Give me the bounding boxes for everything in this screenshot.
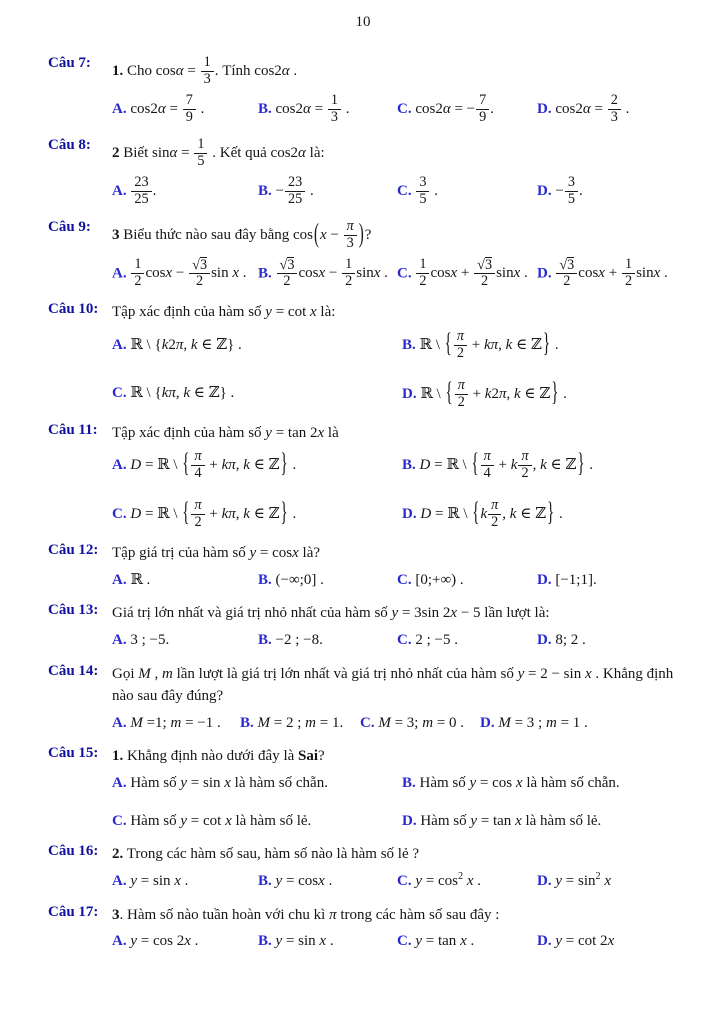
option-letter: D. xyxy=(537,264,552,281)
page-number: 10 xyxy=(355,14,371,30)
option-letter: D. xyxy=(537,872,552,889)
option-text: (−∞;0] . xyxy=(275,571,324,588)
option-text: Hàm số y = cos x là hàm số chẵn. xyxy=(419,774,620,791)
option-item xyxy=(112,569,258,593)
option-item xyxy=(258,930,397,954)
question-body: 3. Hàm số nào tuần hoàn với chu kì π trong các hàm số sau đây : xyxy=(112,906,500,923)
fraction: $\frac{√3}{2}$ xyxy=(277,257,298,291)
fraction: $\frac{3}{5}$ xyxy=(416,175,429,208)
option-list xyxy=(112,569,688,593)
option-letter: A. xyxy=(112,457,127,474)
sqrt-radical: √3 xyxy=(279,256,295,273)
option-letter: D. xyxy=(537,933,552,950)
sqrt-radical: √3 xyxy=(192,256,208,273)
question-content xyxy=(112,542,688,592)
fraction: $\frac{23}{25}$ xyxy=(285,175,305,208)
option-letter: A. xyxy=(112,872,127,889)
option-item xyxy=(112,92,258,127)
option-item xyxy=(112,870,258,894)
option-item xyxy=(112,810,402,834)
option-text: M =1; m = −1 . xyxy=(130,714,221,731)
question-body: 2. Trong các hàm số sau, hàm số nào là hàm số lẻ ? xyxy=(112,846,420,863)
option-text: Hàm số y = cot x là hàm số lẻ. xyxy=(130,812,312,829)
question-row xyxy=(48,55,688,127)
option-text: ℝ \ { $\frac{\pi}{2}$ + kπ, k ∈ ℤ} . xyxy=(419,327,559,361)
option-letter: C. xyxy=(397,872,412,889)
question-label: Câu 16: xyxy=(48,843,99,860)
option-item xyxy=(397,629,537,653)
option-text: [0;+∞) . xyxy=(415,571,464,588)
question-body: Giá trị lớn nhất và giá trị nhỏ nhất của hàm số y = 3sin 2x − 5 lần lượt là: xyxy=(112,605,550,622)
fraction: $\frac{\pi}{2}$ xyxy=(488,498,501,531)
option-letter: D. xyxy=(402,812,417,829)
fraction: $\frac{1}{5}$ xyxy=(194,137,207,170)
option-text: cos2α = $\frac{1}{3}$ . xyxy=(275,91,350,125)
option-letter: C. xyxy=(397,631,412,648)
option-text: 2 ; −5 . xyxy=(415,631,458,648)
option-item xyxy=(402,377,688,412)
option-list xyxy=(112,256,688,292)
option-text: − $\frac{3}{5}$ . xyxy=(555,173,583,207)
option-text: D = ℝ \ { $\frac{\pi}{4}$ + k $\frac{\pi}{2}$ , k ∈ ℤ} . xyxy=(419,448,594,482)
option-text: D = ℝ \ { $\frac{\pi}{2}$ + kπ, k ∈ ℤ} . xyxy=(130,497,297,531)
option-item xyxy=(112,448,402,483)
option-text: 3 ; −5. xyxy=(130,631,170,648)
option-item xyxy=(402,328,688,363)
fraction: $\frac{√3}{2}$ xyxy=(556,257,577,291)
question-body: 1. Khẳng định nào dưới đây là Sai? xyxy=(112,748,325,765)
option-text: $y = \cos^2 x$ . xyxy=(415,870,481,889)
option-letter: A. xyxy=(112,571,127,588)
option-text: M = 2 ; m = 1. xyxy=(257,714,344,731)
option-list xyxy=(112,930,688,954)
option-text: ℝ . xyxy=(130,571,151,588)
option-list xyxy=(112,448,688,532)
question-list xyxy=(48,55,688,954)
question-body: 3 Biểu thức nào sau đây bằng cos(x − $\frac{\pi}{3}$ )? xyxy=(112,217,372,251)
question-row xyxy=(48,219,688,292)
question-body: Tập giá trị của hàm số y = cosx là? xyxy=(112,545,321,562)
option-text: [−1;1]. xyxy=(555,571,597,588)
option-item xyxy=(480,712,688,736)
option-letter: B. xyxy=(258,933,272,950)
option-text: − $\frac{23}{25}$ . xyxy=(275,173,314,207)
question-row xyxy=(48,542,688,592)
question-content xyxy=(112,602,688,652)
question-content xyxy=(112,137,688,209)
fraction: $\frac{√3}{2}$ xyxy=(189,257,210,291)
option-text: $\frac{3}{5}$ . xyxy=(415,183,438,199)
question-label: Câu 14: xyxy=(48,662,99,679)
option-text: $\frac{√3}{2}$ cosx + $\frac{1}{2}$ sinx . xyxy=(555,265,667,281)
option-letter: A. xyxy=(112,774,127,791)
fraction: $\frac{1}{3}$ xyxy=(201,55,214,88)
option-item xyxy=(112,629,258,653)
option-letter: D. xyxy=(402,506,417,523)
option-letter: C. xyxy=(397,100,412,117)
question-label: Câu 13: xyxy=(48,602,99,619)
question-row xyxy=(48,745,688,833)
sqrt-radical: √3 xyxy=(477,256,493,273)
option-list xyxy=(112,772,688,834)
option-letter: C. xyxy=(397,571,412,588)
question-content xyxy=(112,219,688,292)
option-list xyxy=(112,174,688,209)
question-label: Câu 8: xyxy=(48,136,91,153)
question-label: Câu 17: xyxy=(48,903,99,920)
option-text: D = ℝ \ { $\frac{\pi}{4}$ + kπ, k ∈ ℤ} . xyxy=(130,448,297,482)
question-row xyxy=(48,422,688,532)
option-letter: C. xyxy=(112,385,127,402)
option-letter: B. xyxy=(258,571,272,588)
option-list xyxy=(112,870,688,894)
question-body: Gọi M , m lần lượt là giá trị lớn nhất và giá trị nhỏ nhất của hàm số y = 2 − sin x . Khẳng định nào sau đây đúng? xyxy=(112,665,674,705)
option-letter: B. xyxy=(258,872,272,889)
option-item xyxy=(397,930,537,954)
option-letter: D. xyxy=(537,571,552,588)
option-item xyxy=(258,629,397,653)
option-letter: C. xyxy=(397,933,412,950)
option-item xyxy=(537,930,688,954)
option-text: cos2α = $\frac{2}{3}$ . xyxy=(555,91,630,125)
option-item xyxy=(112,930,258,954)
fraction: $\frac{\pi}{2}$ xyxy=(454,329,467,362)
fraction: $\frac{1}{2}$ xyxy=(622,257,635,290)
option-letter: A. xyxy=(112,182,127,199)
option-text: $\frac{√3}{2}$ cosx − $\frac{1}{2}$ sinx . xyxy=(276,265,388,281)
question-label: Câu 10: xyxy=(48,301,99,318)
option-text: ℝ \ {kπ, k ∈ ℤ} . xyxy=(130,385,235,402)
option-text: ℝ \ {k2π, k ∈ ℤ} . xyxy=(130,336,242,353)
question-body: 2 Biết sinα = $\frac{1}{5}$ . Kết quả cos2α là: xyxy=(112,135,325,169)
question-label: Câu 12: xyxy=(48,542,99,559)
option-letter: A. xyxy=(112,631,127,648)
option-item xyxy=(537,569,688,593)
fraction: $\frac{\pi}{2}$ xyxy=(455,378,468,411)
question-label: Câu 7: xyxy=(48,55,91,71)
option-text: cos2α = $\frac{7}{9}$ . xyxy=(130,91,205,125)
question-body: 1. Cho cosα = $\frac{1}{3}$ . Tính cos2α . xyxy=(112,54,298,87)
option-item xyxy=(397,92,537,127)
option-list xyxy=(112,92,688,127)
option-text: 8; 2 . xyxy=(555,631,586,648)
option-list xyxy=(112,328,688,412)
option-item xyxy=(112,382,402,406)
fraction: $\frac{3}{5}$ xyxy=(565,175,578,208)
option-item xyxy=(397,256,537,292)
option-list xyxy=(112,629,688,653)
option-item xyxy=(258,92,397,127)
option-letter: C. xyxy=(360,714,375,731)
fraction: $\frac{\pi}{2}$ xyxy=(191,498,204,531)
option-letter: B. xyxy=(402,336,416,353)
fraction: $\frac{√3}{2}$ xyxy=(474,257,495,291)
option-letter: A. xyxy=(112,336,127,353)
option-item xyxy=(402,810,688,834)
question-body: Tập xác định của hàm số y = cot x là: xyxy=(112,304,336,321)
option-item xyxy=(402,497,688,532)
fraction: $\frac{7}{9}$ xyxy=(476,93,489,126)
option-item xyxy=(537,870,688,894)
option-item xyxy=(537,92,688,127)
option-item xyxy=(537,256,688,292)
option-item xyxy=(258,256,397,292)
question-row xyxy=(48,602,688,652)
option-text: M = 3 ; m = 1 . xyxy=(498,714,588,731)
question-row xyxy=(48,301,688,411)
option-item xyxy=(112,772,402,796)
question-content xyxy=(112,422,688,532)
option-item xyxy=(112,256,258,292)
option-item xyxy=(397,870,537,894)
option-text: $\frac{1}{2}$ cosx + $\frac{√3}{2}$ sinx . xyxy=(415,265,527,281)
fraction: $\frac{\pi}{4}$ xyxy=(481,449,494,482)
option-item xyxy=(397,569,537,593)
option-text: y = cosx . xyxy=(275,872,333,889)
option-text: y = cot 2x xyxy=(555,933,615,950)
question-content xyxy=(112,301,688,411)
fraction: $\frac{\pi}{2}$ xyxy=(518,449,531,482)
option-letter: B. xyxy=(240,714,254,731)
option-item xyxy=(240,712,360,736)
option-item xyxy=(258,174,397,209)
fraction: $\frac{1}{2}$ xyxy=(342,257,355,290)
option-item xyxy=(537,629,688,653)
fraction: $\frac{7}{9}$ xyxy=(183,93,196,126)
question-row xyxy=(48,904,688,954)
option-letter: D. xyxy=(402,385,417,402)
option-item xyxy=(112,334,402,358)
question-label: Câu 11: xyxy=(48,421,98,438)
option-letter: D. xyxy=(480,714,495,731)
option-letter: B. xyxy=(258,264,272,281)
option-letter: B. xyxy=(258,100,272,117)
question-content xyxy=(112,904,688,954)
option-item xyxy=(360,712,480,736)
option-letter: C. xyxy=(112,506,127,523)
question-content xyxy=(112,843,688,893)
fraction: $\frac{1}{2}$ xyxy=(131,257,144,290)
fraction: $\frac{1}{3}$ xyxy=(328,93,341,126)
option-letter: A. xyxy=(112,933,127,950)
option-item xyxy=(112,174,258,209)
option-text: −2 ; −8. xyxy=(275,631,323,648)
option-letter: B. xyxy=(402,457,416,474)
option-text: ℝ \ { $\frac{\pi}{2}$ + k2π, k ∈ ℤ} . xyxy=(420,376,567,410)
option-text: y = sin x . xyxy=(275,933,334,950)
option-item xyxy=(112,712,240,736)
sqrt-radical: √3 xyxy=(559,256,575,273)
fraction: $\frac{1}{2}$ xyxy=(416,257,429,290)
question-content xyxy=(112,663,688,736)
question-content xyxy=(112,55,688,127)
question-row xyxy=(48,843,688,893)
option-text: y = cos 2x . xyxy=(130,933,199,950)
option-letter: C. xyxy=(397,182,412,199)
fraction: $\frac{23}{25}$ xyxy=(131,175,151,208)
option-letter: B. xyxy=(258,631,272,648)
option-text: $\frac{1}{2}$ cosx − $\frac{√3}{2}$ sin x . xyxy=(130,265,246,281)
fraction: $\frac{\pi}{3}$ xyxy=(344,219,357,252)
option-item xyxy=(112,497,402,532)
option-text: D = ℝ \ {k $\frac{\pi}{2}$ , k ∈ ℤ} . xyxy=(420,497,563,531)
option-letter: D. xyxy=(537,100,552,117)
option-text: cos2α = − $\frac{7}{9}$ . xyxy=(415,91,495,125)
option-item xyxy=(402,448,688,483)
option-letter: D. xyxy=(537,182,552,199)
option-item xyxy=(537,174,688,209)
fraction: $\frac{\pi}{4}$ xyxy=(191,449,204,482)
question-body: Tập xác định của hàm số y = tan 2x là xyxy=(112,424,339,441)
option-letter: D. xyxy=(537,631,552,648)
question-row xyxy=(48,137,688,209)
option-letter: C. xyxy=(112,812,127,829)
option-item xyxy=(402,772,688,796)
option-item xyxy=(258,870,397,894)
option-letter: B. xyxy=(402,774,416,791)
option-text: y = sin x . xyxy=(130,872,189,889)
option-letter: A. xyxy=(112,264,127,281)
option-text: Hàm số y = tan x là hàm số lẻ. xyxy=(420,812,602,829)
option-text: $\frac{23}{25}$ . xyxy=(130,183,156,199)
option-text: M = 3; m = 0 . xyxy=(378,714,465,731)
question-label: Câu 15: xyxy=(48,745,99,762)
option-item xyxy=(258,569,397,593)
option-letter: B. xyxy=(258,182,272,199)
option-text: y = tan x . xyxy=(415,933,475,950)
option-letter: A. xyxy=(112,714,127,731)
option-text: $y = \sin^2 x$ xyxy=(555,870,611,889)
option-list xyxy=(112,712,688,736)
option-item xyxy=(397,174,537,209)
fraction: $\frac{2}{3}$ xyxy=(608,93,621,126)
option-text: Hàm số y = sin x là hàm số chẵn. xyxy=(130,774,328,791)
question-row xyxy=(48,663,688,736)
option-letter: A. xyxy=(112,100,127,117)
question-label: Câu 9: xyxy=(48,218,91,235)
option-letter: C. xyxy=(397,264,412,281)
question-content xyxy=(112,745,688,833)
